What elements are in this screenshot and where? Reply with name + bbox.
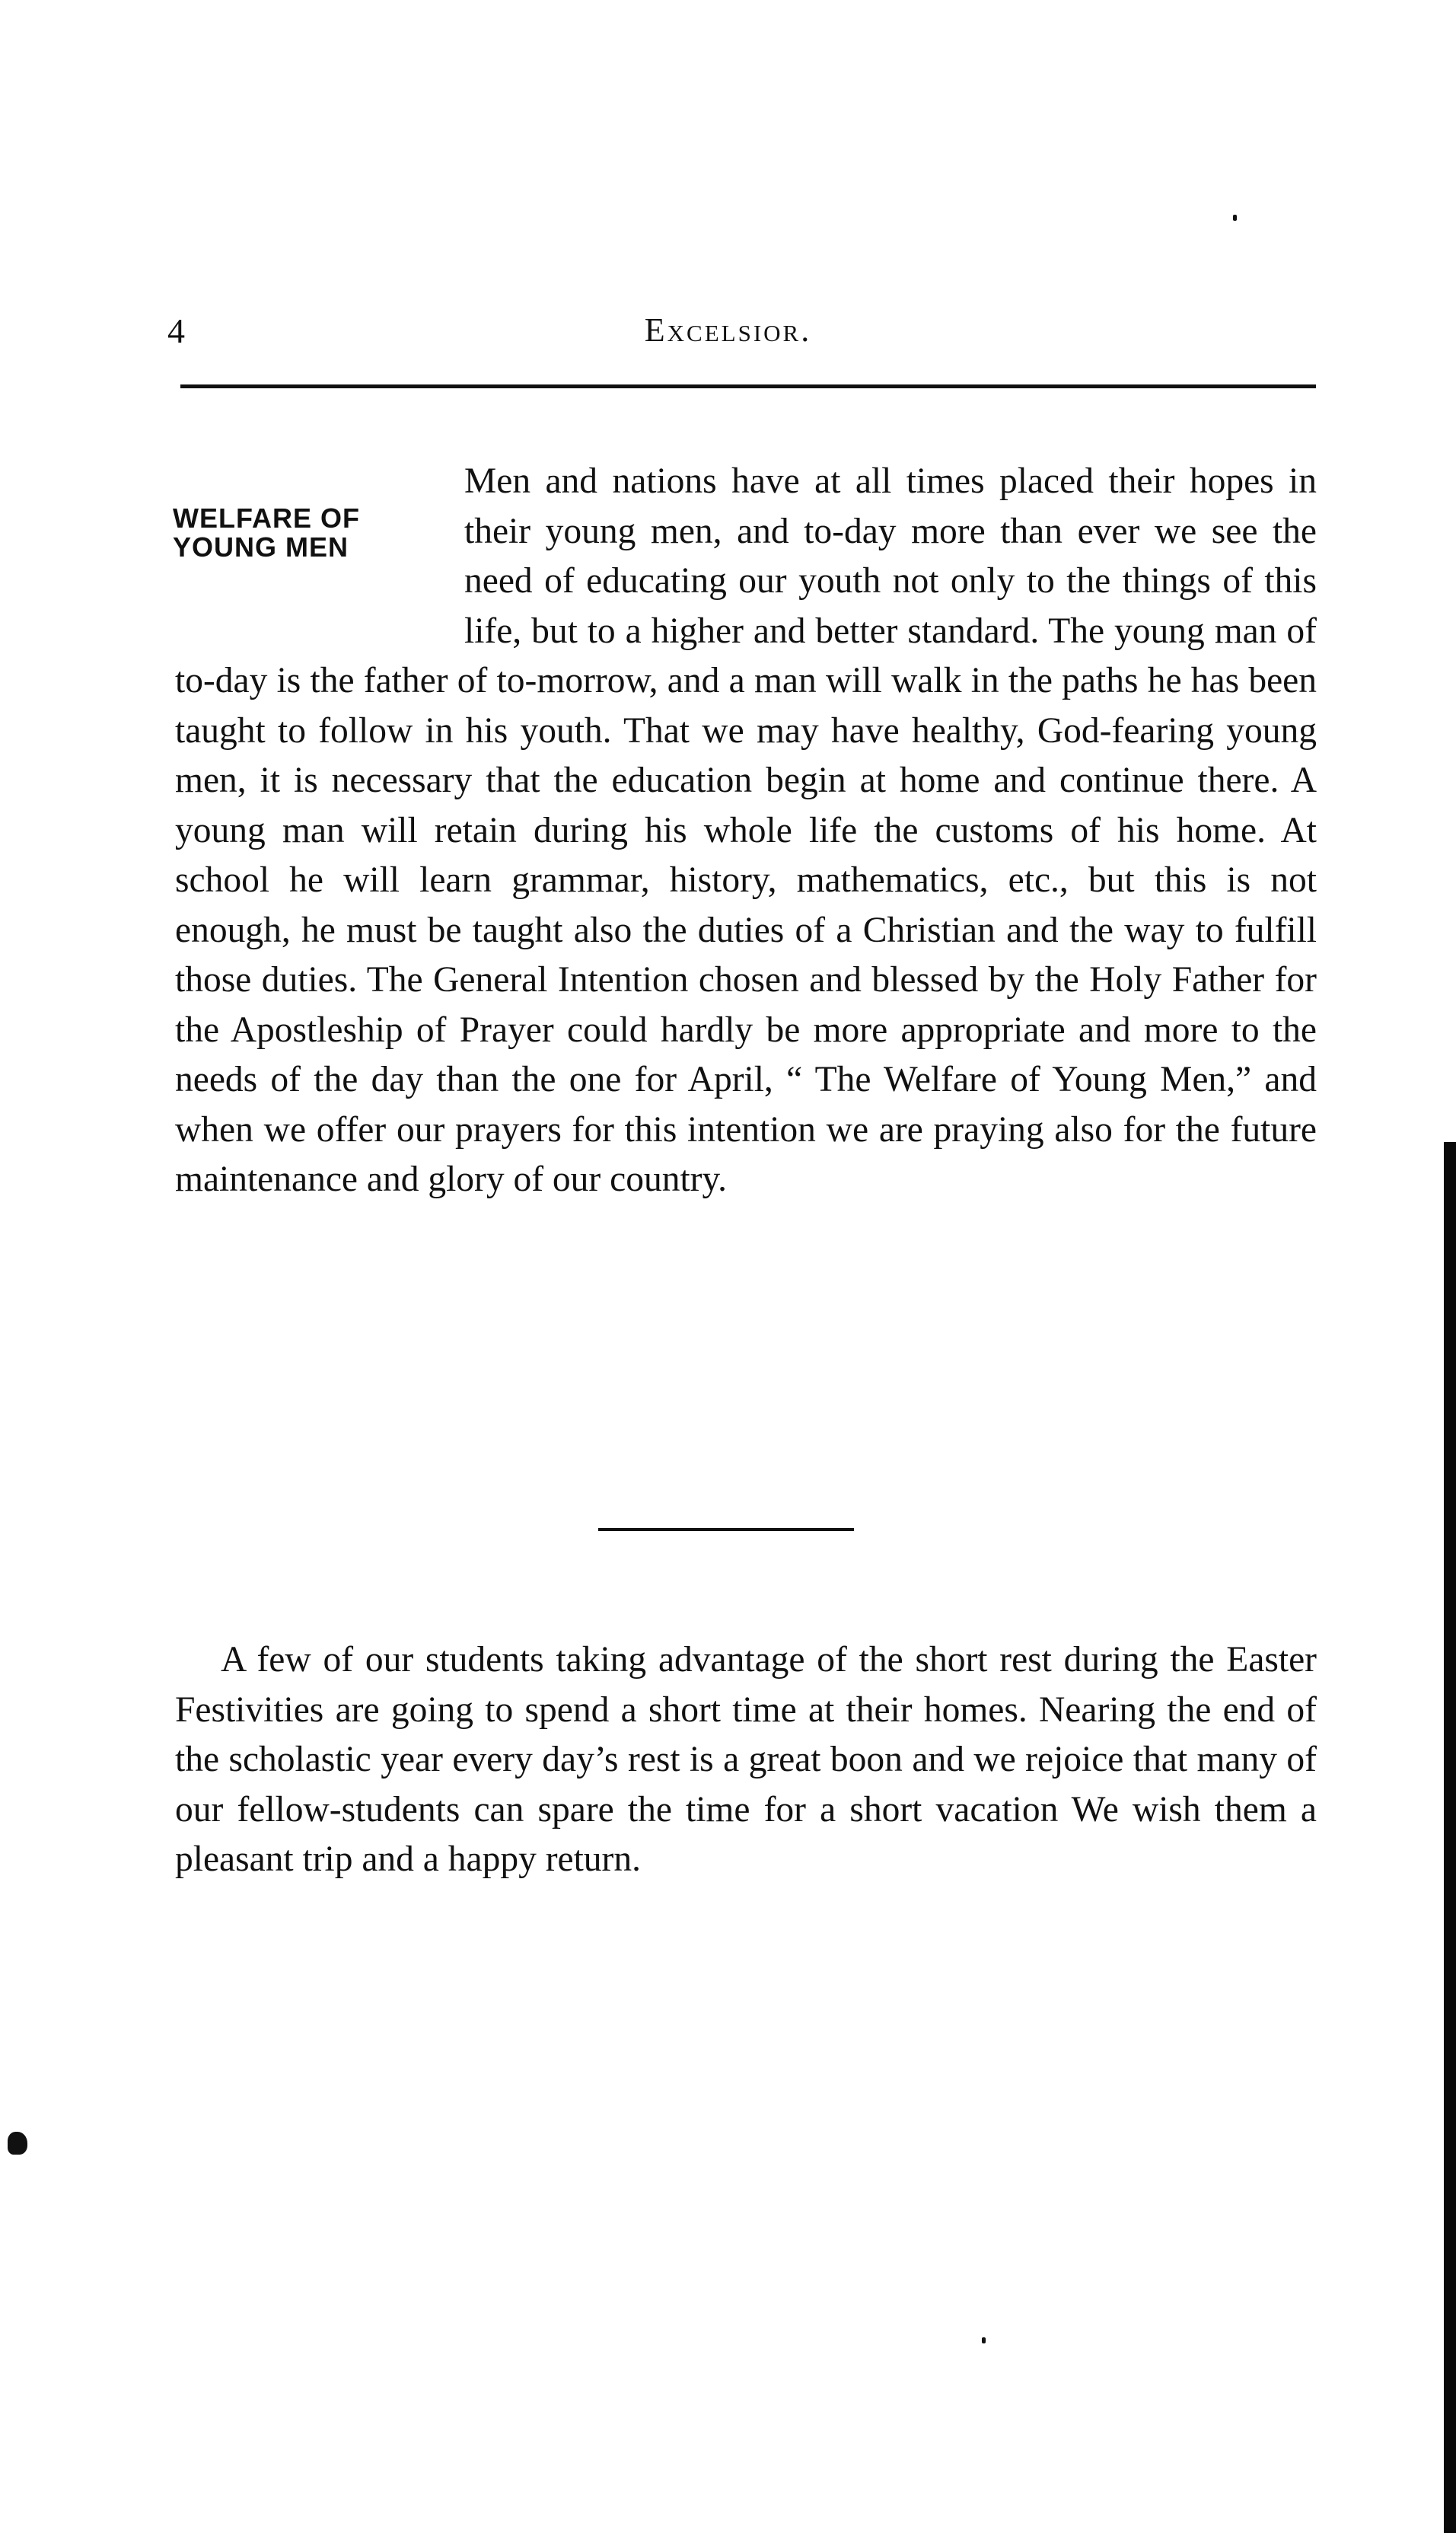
running-title: Excelsior.	[644, 311, 812, 349]
sidenote-indent	[175, 457, 464, 656]
scan-page-edge	[1444, 1142, 1456, 2533]
paragraph-easter: A few of our students taking advantage of the short rest during the Easter Festivities are going to spend a short time at their homes. Nearing the end of the scholastic year every day’s rest is a great boon and we rejoice that many of our fellow-students can spare the time for a short vacation We wish them a pleasant trip and a happy return.	[175, 1640, 1317, 1879]
scan-speck	[982, 2337, 986, 2343]
scan-blot	[8, 2132, 27, 2155]
paragraph-welfare	[175, 457, 1317, 1205]
sidenote-line-2: YOUNG MEN	[173, 531, 349, 563]
paragraph-welfare-text: Men and nations have at all times placed their hopes in their young men, and to-day more than ever we see the need of educating our youth not only to the things of this life, but to a higher and better standard. The young man of to-day is the father of to-morrow, and a man will walk in the paths he has been taught to follow in his youth. That we may have healthy, God-fearing young men, it is necessary that the education begin at home and continue there. A young man will retain during his whole life the customs of his home. At school he will learn grammar, history, mathematics, etc., but this is not enough, he must be taught also the duties of a Christian and the way to fulfill those duties. The General Intention chosen and blessed by the Holy Father for the Apostleship of Prayer could hardly be more appropriate and more to the needs of the day than the one for April, “ The Welfare of Young Men,” and when we offer our prayers for this intention we are praying also for the future maintenance and glory of our country.	[175, 461, 1317, 1199]
page-number: 4	[167, 311, 185, 350]
scan-speck	[1233, 215, 1237, 221]
sidenote-line-1: WELFARE OF	[173, 502, 360, 534]
section-separator	[598, 1528, 854, 1531]
header-rule	[180, 384, 1316, 388]
